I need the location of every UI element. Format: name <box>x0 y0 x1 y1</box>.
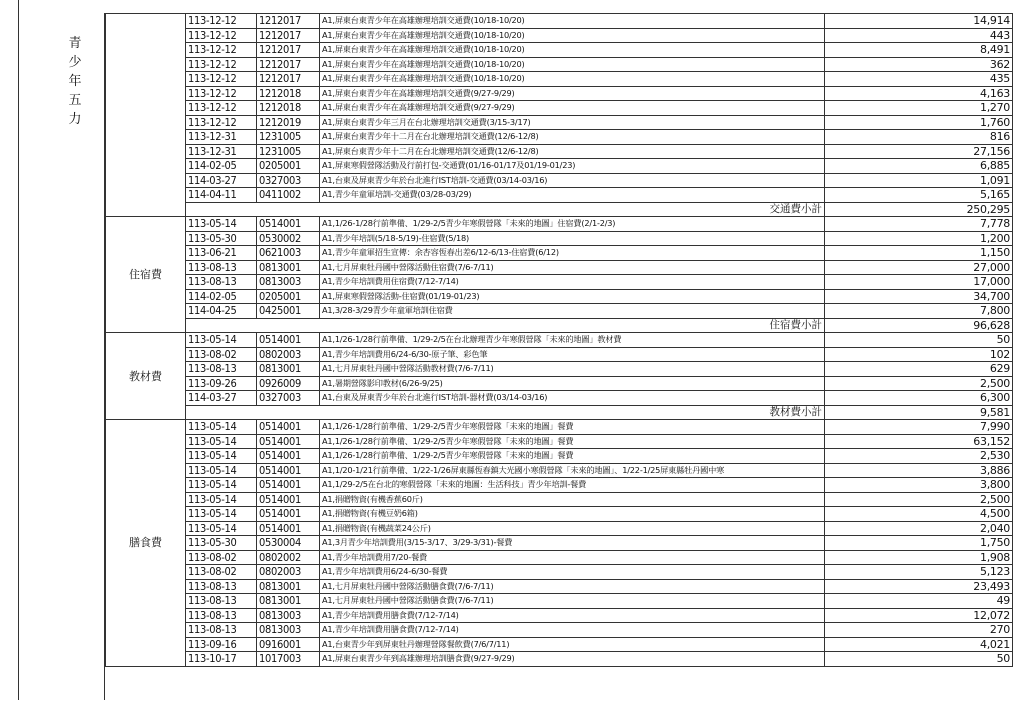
voucher-code-cell: 0327003 <box>257 173 320 188</box>
subtotal-row <box>106 202 1013 217</box>
table-row <box>106 275 1013 290</box>
description-cell: A1,捐贈物資(有機蔬菜24公斤) <box>320 521 825 536</box>
description-cell: A1,屏東寒假營隊活動-住宿費(01/19-01/23) <box>320 289 825 304</box>
table-row <box>106 217 1013 232</box>
description-cell: A1,台東及屏東青少年於台北進行IST培訓-交通費(03/14-03/16) <box>320 173 825 188</box>
section-title-vertical <box>64 34 86 129</box>
voucher-code-cell: 0813003 <box>257 608 320 623</box>
amount-cell: 6,300 <box>825 391 1013 406</box>
amount-cell: 270 <box>825 623 1013 638</box>
description-cell: A1,七月屏東牡丹國中營隊活動膳食費(7/6-7/11) <box>320 594 825 609</box>
date-cell: 113-05-14 <box>186 478 257 493</box>
date-cell: 113-08-13 <box>186 623 257 638</box>
date-cell: 113-05-14 <box>186 333 257 348</box>
date-cell: 113-05-14 <box>186 449 257 464</box>
amount-cell: 2,500 <box>825 376 1013 391</box>
table-row <box>106 333 1013 348</box>
table-row <box>106 478 1013 493</box>
date-cell: 113-12-12 <box>186 86 257 101</box>
table-row <box>106 362 1013 377</box>
description-cell: A1,1/26-1/28行前準備、1/29-2/5青少年寒假營隊「未來的地圖」餐費 <box>320 420 825 435</box>
category-cell: 教材費 <box>106 333 186 420</box>
table-row <box>106 637 1013 652</box>
description-cell: A1,青少年培訓費用住宿費(7/12-7/14) <box>320 275 825 290</box>
table-row <box>106 579 1013 594</box>
description-cell: A1,1/26-1/28行前準備、1/29-2/5青少年寒假營隊「未來的地圖」餐費 <box>320 449 825 464</box>
voucher-code-cell: 0205001 <box>257 159 320 174</box>
description-cell: A1,3/28-3/29青少年童軍培訓住宿費 <box>320 304 825 319</box>
date-cell: 113-08-13 <box>186 362 257 377</box>
amount-cell: 17,000 <box>825 275 1013 290</box>
voucher-code-cell: 1212017 <box>257 28 320 43</box>
voucher-code-cell: 1212018 <box>257 101 320 116</box>
amount-cell: 27,156 <box>825 144 1013 159</box>
description-cell: A1,屏東台東青少年三月在台北辦理培訓交通費(3/15-3/17) <box>320 115 825 130</box>
amount-cell: 7,800 <box>825 304 1013 319</box>
description-cell: A1,青少年培訓費用膳食費(7/12-7/14) <box>320 623 825 638</box>
description-cell: A1,屏東台東青少年在高雄辦理培訓交通費(10/18-10/20) <box>320 28 825 43</box>
amount-cell: 1,200 <box>825 231 1013 246</box>
table-row <box>106 86 1013 101</box>
table-row <box>106 188 1013 203</box>
subtotal-label: 教材費小計 <box>186 405 825 420</box>
amount-cell: 4,021 <box>825 637 1013 652</box>
description-cell: A1,3月青少年培訓費用(3/15-3/17、3/29-3/31)-餐費 <box>320 536 825 551</box>
table-row <box>106 14 1013 29</box>
amount-cell: 1,150 <box>825 246 1013 261</box>
description-cell: A1,屏東台東青少年在高雄辦理培訓交通費(10/18-10/20) <box>320 43 825 58</box>
amount-cell: 12,072 <box>825 608 1013 623</box>
description-cell: A1,屏東台東青少年在高雄辦理培訓交通費(10/18-10/20) <box>320 72 825 87</box>
amount-cell: 23,493 <box>825 579 1013 594</box>
amount-cell: 5,123 <box>825 565 1013 580</box>
table-row <box>106 420 1013 435</box>
voucher-code-cell: 0916001 <box>257 637 320 652</box>
date-cell: 114-04-25 <box>186 304 257 319</box>
voucher-code-cell: 1212017 <box>257 57 320 72</box>
amount-cell: 816 <box>825 130 1013 145</box>
amount-cell: 50 <box>825 333 1013 348</box>
description-cell: A1,屏東寒假營隊活動及行前打包-交通費(01/16-01/17及01/19-01/23) <box>320 159 825 174</box>
description-cell: A1,捐贈物資(有機豆奶6箱) <box>320 507 825 522</box>
table-row <box>106 492 1013 507</box>
amount-cell: 27,000 <box>825 260 1013 275</box>
description-cell: A1,屏東台東青少年十二月在台北辦理培訓交通費(12/6-12/8) <box>320 130 825 145</box>
date-cell: 113-12-12 <box>186 57 257 72</box>
description-cell: A1,暑期營隊影印教材(6/26-9/25) <box>320 376 825 391</box>
voucher-code-cell: 0411002 <box>257 188 320 203</box>
amount-cell: 1,270 <box>825 101 1013 116</box>
subtotal-label: 交通費小計 <box>186 202 825 217</box>
date-cell: 113-12-12 <box>186 115 257 130</box>
description-cell: A1,1/29-2/5在台北的寒假營隊「未來的地圖：生活科技」青少年培訓-餐費 <box>320 478 825 493</box>
amount-cell: 102 <box>825 347 1013 362</box>
date-cell: 113-05-30 <box>186 231 257 246</box>
date-cell: 114-02-05 <box>186 289 257 304</box>
voucher-code-cell: 1231005 <box>257 130 320 145</box>
description-cell: A1,1/26-1/28行前準備、1/29-2/5在台北辦理青少年寒假營隊「未來的地圖」教材費 <box>320 333 825 348</box>
description-cell: A1,1/26-1/28行前準備、1/29-2/5青少年寒假營隊「未來的地圖」住宿費(2/1-2/3) <box>320 217 825 232</box>
voucher-code-cell: 0514001 <box>257 420 320 435</box>
description-cell: A1,台東青少年到屏東牡丹辦理營隊餐飲費(7/6/7/11) <box>320 637 825 652</box>
left-margin-rule <box>18 0 19 700</box>
subtotal-label: 住宿費小計 <box>186 318 825 333</box>
date-cell: 113-10-17 <box>186 652 257 667</box>
voucher-code-cell: 0530002 <box>257 231 320 246</box>
description-cell: A1,七月屏東牡丹國中營隊活動住宿費(7/6-7/11) <box>320 260 825 275</box>
voucher-code-cell: 0813001 <box>257 579 320 594</box>
amount-cell: 14,914 <box>825 14 1013 29</box>
date-cell: 113-05-14 <box>186 521 257 536</box>
expense-ledger-table <box>105 13 1013 667</box>
date-cell: 113-12-31 <box>186 130 257 145</box>
amount-cell: 629 <box>825 362 1013 377</box>
voucher-code-cell: 0813001 <box>257 594 320 609</box>
amount-cell: 5,165 <box>825 188 1013 203</box>
date-cell: 113-05-14 <box>186 492 257 507</box>
description-cell: A1,台東及屏東青少年於台北進行IST培訓-器材費(03/14-03/16) <box>320 391 825 406</box>
voucher-code-cell: 0514001 <box>257 333 320 348</box>
amount-cell: 443 <box>825 28 1013 43</box>
date-cell: 113-06-21 <box>186 246 257 261</box>
voucher-code-cell: 0802003 <box>257 565 320 580</box>
description-cell: A1,青少年培訓費用6/24-6/30-餐費 <box>320 565 825 580</box>
amount-cell: 3,886 <box>825 463 1013 478</box>
table-row <box>106 521 1013 536</box>
table-row <box>106 101 1013 116</box>
voucher-code-cell: 0926009 <box>257 376 320 391</box>
voucher-code-cell: 0530004 <box>257 536 320 551</box>
description-cell: A1,青少年童軍培訓-交通費(03/28-03/29) <box>320 188 825 203</box>
description-cell: A1,七月屏東牡丹國中營隊活動教材費(7/6-7/11) <box>320 362 825 377</box>
section-title-char: 青 <box>68 36 82 51</box>
section-title-char: 五 <box>68 93 82 108</box>
subtotal-amount: 250,295 <box>825 202 1013 217</box>
amount-cell: 34,700 <box>825 289 1013 304</box>
description-cell: A1,青少年培訓(5/18-5/19)-住宿費(5/18) <box>320 231 825 246</box>
table-row <box>106 623 1013 638</box>
date-cell: 113-05-14 <box>186 507 257 522</box>
voucher-code-cell: 1212018 <box>257 86 320 101</box>
voucher-code-cell: 0813003 <box>257 623 320 638</box>
voucher-code-cell: 0813003 <box>257 275 320 290</box>
table-row <box>106 173 1013 188</box>
date-cell: 113-05-14 <box>186 217 257 232</box>
table-row <box>106 28 1013 43</box>
table-row <box>106 550 1013 565</box>
voucher-code-cell: 0327003 <box>257 391 320 406</box>
voucher-code-cell: 1212017 <box>257 72 320 87</box>
amount-cell: 2,040 <box>825 521 1013 536</box>
description-cell: A1,屏東台東青少年在高雄辦理培訓交通費(9/27-9/29) <box>320 86 825 101</box>
table-row <box>106 144 1013 159</box>
date-cell: 113-08-13 <box>186 594 257 609</box>
table-row <box>106 594 1013 609</box>
table-row <box>106 608 1013 623</box>
voucher-code-cell: 0205001 <box>257 289 320 304</box>
date-cell: 114-02-05 <box>186 159 257 174</box>
table-row <box>106 304 1013 319</box>
voucher-code-cell: 1212017 <box>257 14 320 29</box>
voucher-code-cell: 0514001 <box>257 521 320 536</box>
table-row <box>106 449 1013 464</box>
voucher-code-cell: 0802002 <box>257 550 320 565</box>
amount-cell: 2,530 <box>825 449 1013 464</box>
description-cell: A1,青少年培訓費用7/20-餐費 <box>320 550 825 565</box>
category-cell <box>106 14 186 217</box>
amount-cell: 7,990 <box>825 420 1013 435</box>
voucher-code-cell: 0425001 <box>257 304 320 319</box>
amount-cell: 6,885 <box>825 159 1013 174</box>
voucher-code-cell: 1017003 <box>257 652 320 667</box>
voucher-code-cell: 0813001 <box>257 362 320 377</box>
date-cell: 113-09-26 <box>186 376 257 391</box>
date-cell: 113-08-13 <box>186 579 257 594</box>
subtotal-row <box>106 405 1013 420</box>
voucher-code-cell: 0514001 <box>257 217 320 232</box>
date-cell: 113-08-13 <box>186 608 257 623</box>
date-cell: 113-05-14 <box>186 463 257 478</box>
table-row <box>106 43 1013 58</box>
date-cell: 113-12-12 <box>186 43 257 58</box>
section-title-char: 少 <box>68 55 82 70</box>
date-cell: 113-08-02 <box>186 347 257 362</box>
voucher-code-cell: 0514001 <box>257 463 320 478</box>
date-cell: 114-03-27 <box>186 391 257 406</box>
section-title-char: 年 <box>68 74 82 89</box>
date-cell: 114-04-11 <box>186 188 257 203</box>
table-row <box>106 536 1013 551</box>
table-row <box>106 289 1013 304</box>
amount-cell: 4,163 <box>825 86 1013 101</box>
table-row <box>106 347 1013 362</box>
amount-cell: 362 <box>825 57 1013 72</box>
table-row <box>106 565 1013 580</box>
table-row <box>106 115 1013 130</box>
description-cell: A1,七月屏東牡丹國中營隊活動膳食費(7/6-7/11) <box>320 579 825 594</box>
table-row <box>106 507 1013 522</box>
amount-cell: 7,778 <box>825 217 1013 232</box>
voucher-code-cell: 0802003 <box>257 347 320 362</box>
description-cell: A1,屏東台東青少年在高雄辦理培訓交通費(10/18-10/20) <box>320 57 825 72</box>
table-row <box>106 376 1013 391</box>
date-cell: 113-12-12 <box>186 14 257 29</box>
voucher-code-cell: 0514001 <box>257 434 320 449</box>
amount-cell: 1,760 <box>825 115 1013 130</box>
voucher-code-cell: 0813001 <box>257 260 320 275</box>
date-cell: 113-05-30 <box>186 536 257 551</box>
voucher-code-cell: 0514001 <box>257 449 320 464</box>
table-row <box>106 246 1013 261</box>
voucher-code-cell: 0621003 <box>257 246 320 261</box>
amount-cell: 4,500 <box>825 507 1013 522</box>
description-cell: A1,1/26-1/28行前準備、1/29-2/5青少年寒假營隊「未來的地圖」餐費 <box>320 434 825 449</box>
amount-cell: 3,800 <box>825 478 1013 493</box>
description-cell: A1,捐贈物資(有機香蕉60斤) <box>320 492 825 507</box>
date-cell: 114-03-27 <box>186 173 257 188</box>
description-cell: A1,屏東台東青少年在高雄辦理培訓交通費(9/27-9/29) <box>320 101 825 116</box>
description-cell: A1,1/20-1/21行前準備、1/22-1/26屏東縣恆春鎮大光國小寒假營隊「未來的地圖」、1/22-1/25屏東縣牡丹國中寒 <box>320 463 825 478</box>
subtotal-amount: 9,581 <box>825 405 1013 420</box>
voucher-code-cell: 1231005 <box>257 144 320 159</box>
date-cell: 113-05-14 <box>186 434 257 449</box>
amount-cell: 1,750 <box>825 536 1013 551</box>
amount-cell: 8,491 <box>825 43 1013 58</box>
table-row <box>106 391 1013 406</box>
section-title-char: 力 <box>68 112 82 127</box>
date-cell: 113-12-12 <box>186 28 257 43</box>
description-cell: A1,屏東台東青少年在高雄辦理培訓交通費(10/18-10/20) <box>320 14 825 29</box>
subtotal-row <box>106 318 1013 333</box>
table-row <box>106 463 1013 478</box>
date-cell: 113-08-13 <box>186 275 257 290</box>
table-row <box>106 159 1013 174</box>
description-cell: A1,青少年培訓費用膳食費(7/12-7/14) <box>320 608 825 623</box>
date-cell: 113-12-31 <box>186 144 257 159</box>
amount-cell: 63,152 <box>825 434 1013 449</box>
amount-cell: 1,908 <box>825 550 1013 565</box>
date-cell: 113-12-12 <box>186 72 257 87</box>
table-row <box>106 57 1013 72</box>
voucher-code-cell: 1212017 <box>257 43 320 58</box>
table-row <box>106 130 1013 145</box>
amount-cell: 50 <box>825 652 1013 667</box>
table-row <box>106 434 1013 449</box>
voucher-code-cell: 1212019 <box>257 115 320 130</box>
date-cell: 113-12-12 <box>186 101 257 116</box>
amount-cell: 49 <box>825 594 1013 609</box>
date-cell: 113-08-02 <box>186 550 257 565</box>
subtotal-amount: 96,628 <box>825 318 1013 333</box>
voucher-code-cell: 0514001 <box>257 492 320 507</box>
description-cell: A1,青少年童軍招生宣傳：余杏容恆春出差6/12-6/13-住宿費(6/12) <box>320 246 825 261</box>
category-cell: 住宿費 <box>106 217 186 333</box>
amount-cell: 2,500 <box>825 492 1013 507</box>
table-row <box>106 231 1013 246</box>
description-cell: A1,青少年培訓費用6/24-6/30-原子筆、彩色筆 <box>320 347 825 362</box>
voucher-code-cell: 0514001 <box>257 507 320 522</box>
table-row <box>106 652 1013 667</box>
amount-cell: 1,091 <box>825 173 1013 188</box>
voucher-code-cell: 0514001 <box>257 478 320 493</box>
description-cell: A1,屏東台東青少年十二月在台北辦理培訓交通費(12/6-12/8) <box>320 144 825 159</box>
date-cell: 113-05-14 <box>186 420 257 435</box>
table-row <box>106 72 1013 87</box>
date-cell: 113-09-16 <box>186 637 257 652</box>
table-row <box>106 260 1013 275</box>
description-cell: A1,屏東台東青少年到高雄辦理培訓膳食費(9/27-9/29) <box>320 652 825 667</box>
date-cell: 113-08-13 <box>186 260 257 275</box>
category-cell: 膳食費 <box>106 420 186 667</box>
amount-cell: 435 <box>825 72 1013 87</box>
date-cell: 113-08-02 <box>186 565 257 580</box>
